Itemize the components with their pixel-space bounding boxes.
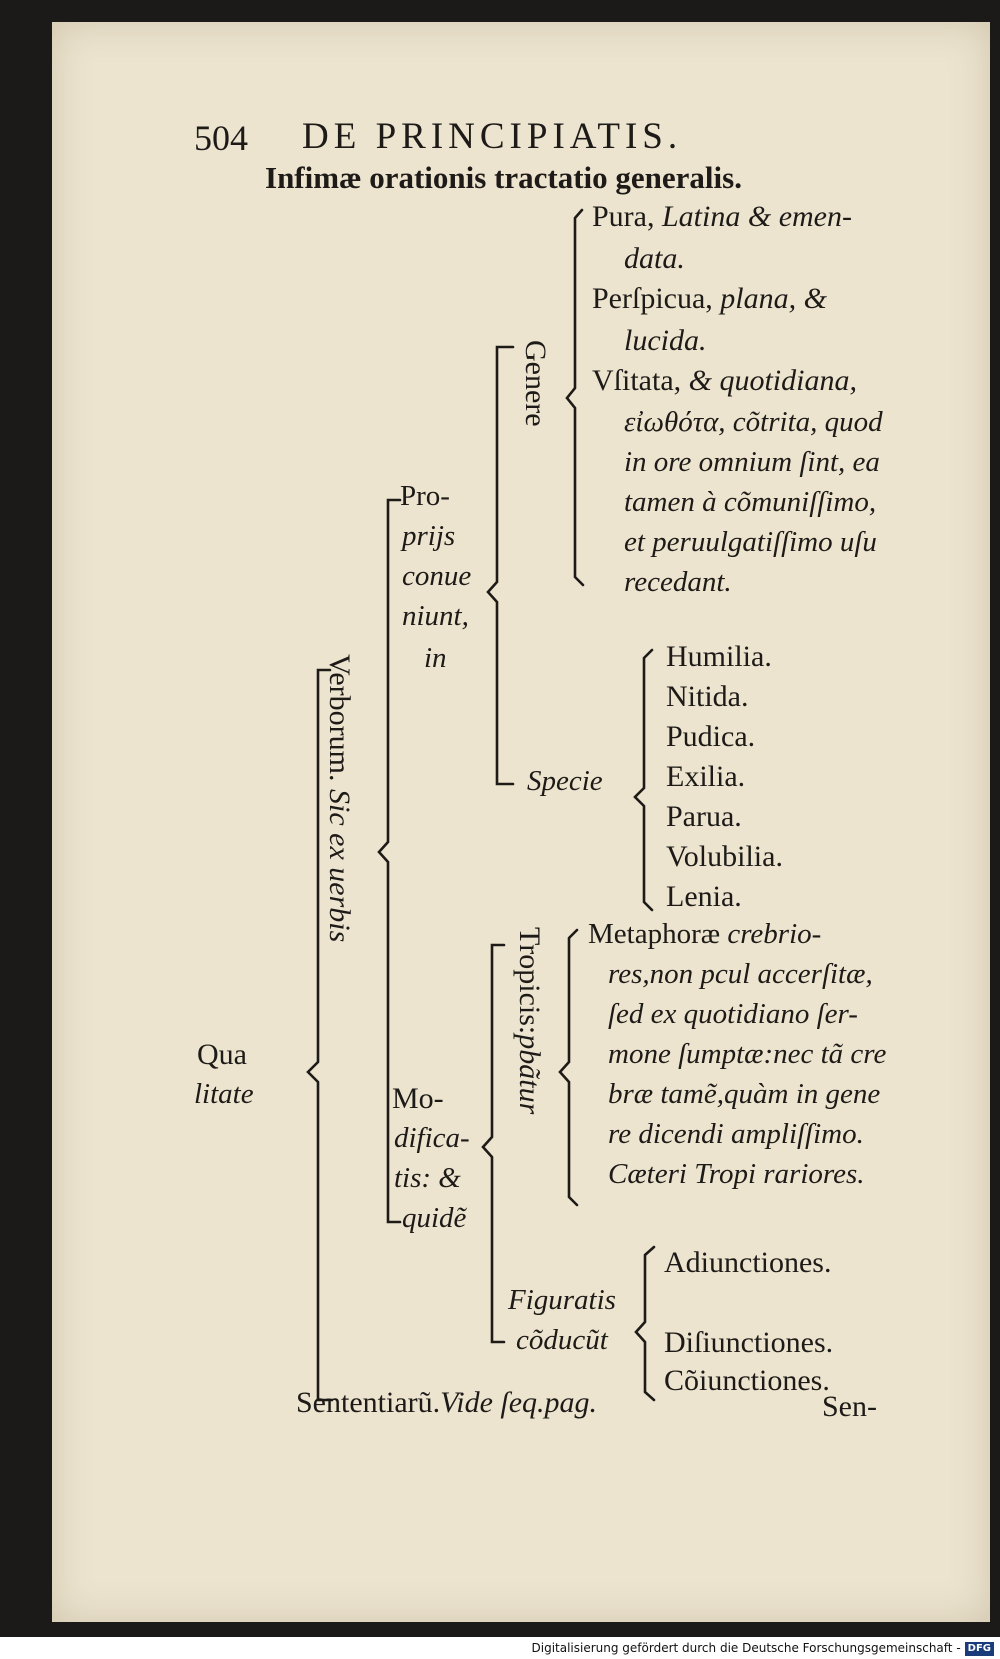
- list-item: mone ſumptæ:nec tã cre: [608, 1038, 887, 1070]
- running-head: DE PRINCIPIATIS.: [302, 116, 683, 157]
- list-item: Volubilia.: [666, 840, 783, 873]
- label-line: in: [424, 642, 447, 674]
- digitization-footer: [0, 1637, 1000, 1659]
- brace-lines: [52, 22, 990, 1622]
- page-number: 504: [194, 118, 248, 158]
- sententiarum-line: Sententiarũ.Vide ſeq.pag.: [296, 1386, 598, 1419]
- list-item: lucida.: [624, 324, 707, 357]
- list-item: Pura, Latina & emen-: [592, 200, 852, 233]
- label-line: quidẽ: [402, 1202, 467, 1234]
- genere-items-brace: [567, 210, 583, 585]
- dfg-logo: DFG: [965, 1642, 994, 1656]
- list-item: Humilia.: [666, 640, 772, 673]
- figuratis-items-brace: [636, 1247, 654, 1400]
- tropicis-items-brace: [560, 930, 577, 1205]
- list-item: recedant.: [624, 566, 732, 598]
- specie-items-brace: [635, 650, 652, 910]
- list-item: Vſitata, & quotidiana,: [592, 364, 857, 397]
- proprijs-brace: [488, 347, 513, 784]
- list-item: Perſpicua, plana, &: [592, 282, 827, 315]
- list-item: res,non pcul accerſitæ,: [608, 958, 873, 990]
- label-line: prijs: [402, 520, 456, 552]
- page-subtitle: Infimæ orationis tractatio generalis.: [265, 160, 742, 195]
- list-item: ſed ex quotidiano ſer-: [608, 998, 858, 1030]
- list-item: Cæteri Tropi rariores.: [608, 1158, 865, 1190]
- list-item: data.: [624, 242, 685, 275]
- label-line: Figuratis: [508, 1284, 616, 1316]
- tropicis-label: Tropicis:pbãtur: [513, 927, 546, 1115]
- label-line: litate: [194, 1078, 254, 1110]
- label-line: Mo-: [392, 1082, 444, 1115]
- list-item: re dicendi ampliſſimo.: [608, 1118, 864, 1150]
- modificatis-brace: [483, 945, 504, 1342]
- footer-text: Digitalisierung gefördert durch die Deutsche Forschungsgemeinschaft -: [531, 1641, 961, 1655]
- list-item: Metaphoræ crebrio-: [588, 918, 822, 950]
- list-item: tamen à cõmuniſſimo,: [624, 486, 877, 518]
- specie-label: Specie: [527, 765, 603, 797]
- catchword: Sen-: [822, 1390, 877, 1423]
- list-item: Nitida.: [666, 680, 749, 713]
- label-line: niunt,: [402, 600, 469, 632]
- book-page: [52, 22, 990, 1622]
- list-item: Lenia.: [666, 880, 742, 913]
- list-item: Adiunctiones.: [664, 1246, 832, 1279]
- label-line: Pro-: [400, 480, 450, 512]
- list-item: bræ tamẽ,quàm in gene: [608, 1078, 881, 1110]
- label-line: difica-: [394, 1122, 470, 1154]
- list-item: Exilia.: [666, 760, 746, 793]
- list-item: Pudica.: [666, 720, 756, 753]
- label-line: tis: &: [394, 1162, 461, 1194]
- genere-label: Genere: [519, 340, 552, 427]
- list-item: Parua.: [666, 800, 742, 833]
- list-item: εἰωθότα, cõtrita, quod: [624, 406, 883, 438]
- list-item: Cõiunctiones.: [664, 1364, 830, 1397]
- list-item: in ore omnium ſint, ea: [624, 446, 880, 478]
- label-line: conue: [402, 560, 472, 592]
- label-line: cõducũt: [516, 1324, 608, 1356]
- label-line: Qua: [197, 1038, 247, 1071]
- verborum-label: Verborum. Sic ex uerbis: [323, 654, 356, 943]
- list-item: et peruulgatiſſimo uſu: [624, 526, 877, 558]
- list-item: Diſiunctiones.: [664, 1326, 834, 1359]
